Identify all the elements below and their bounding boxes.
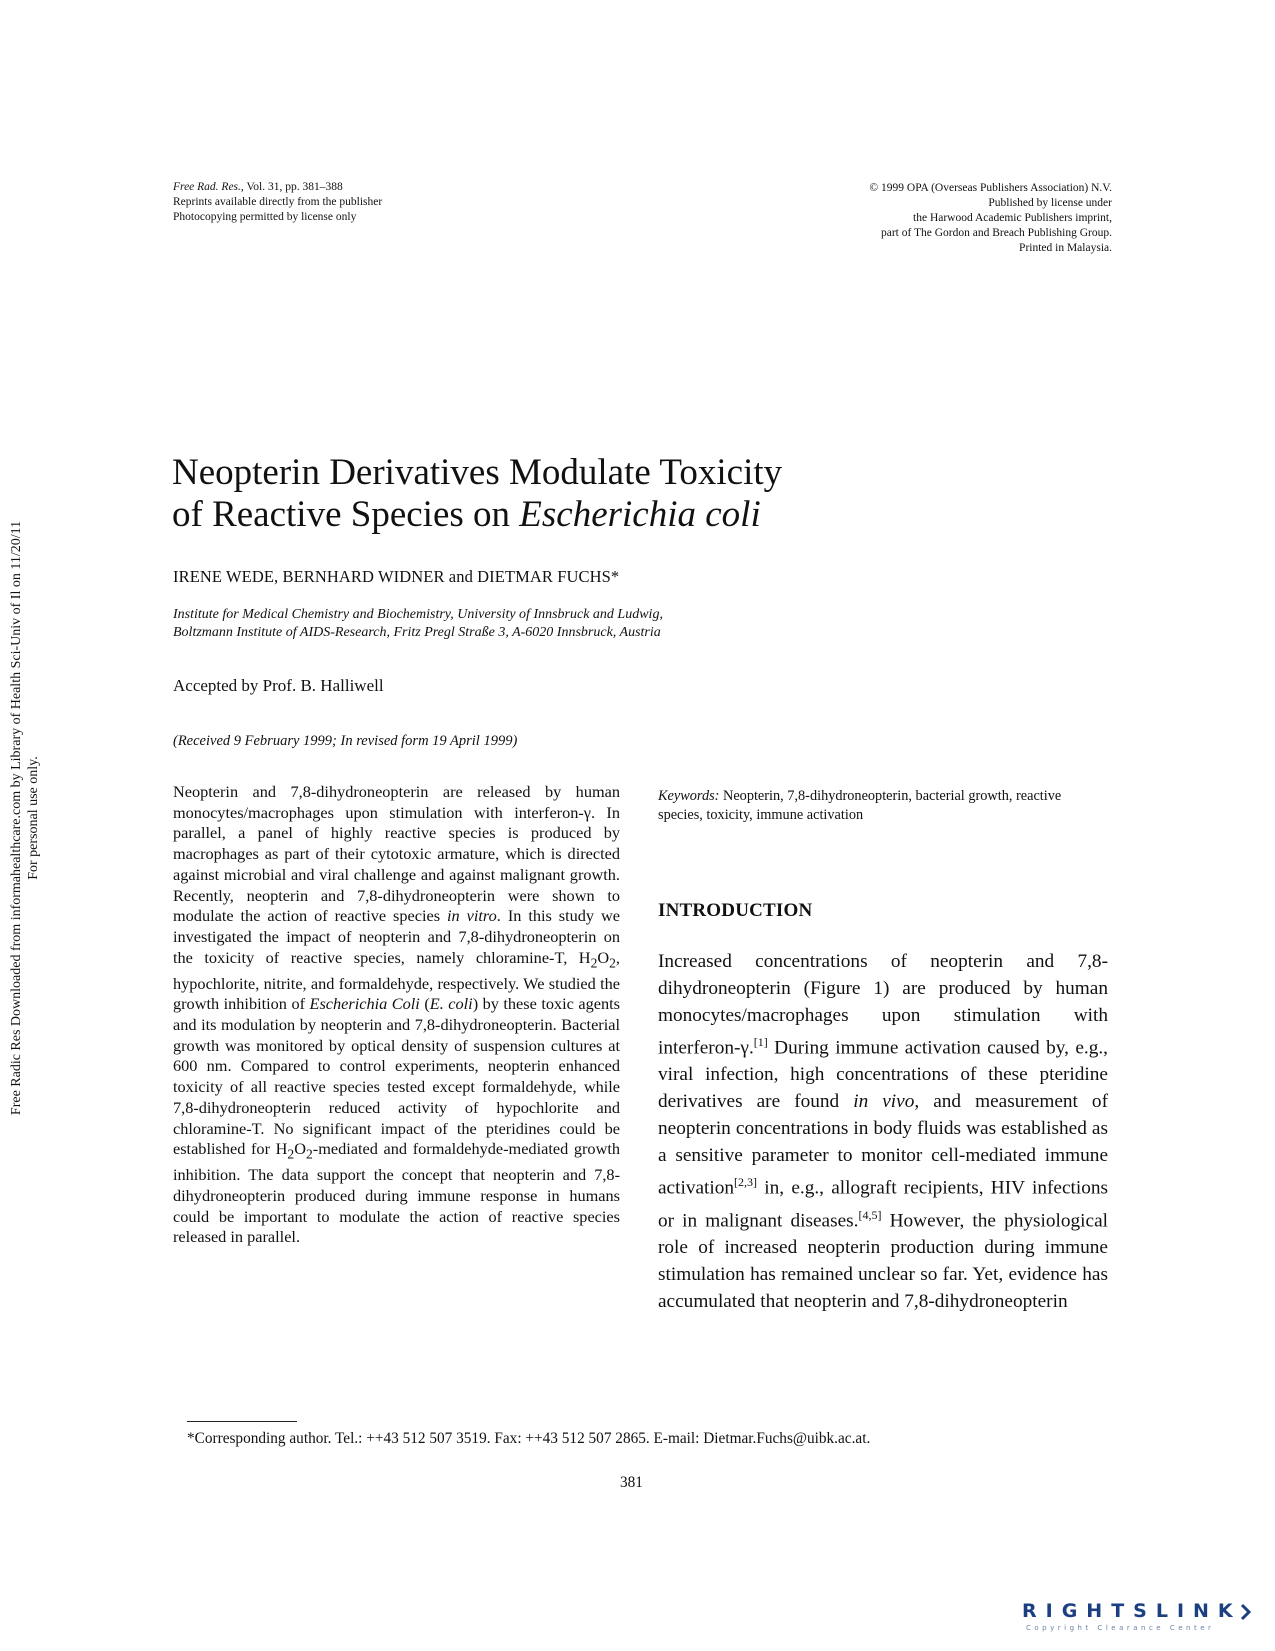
corresponding-author-footnote: *Corresponding author. Tel.: ++43 512 507 3519. Fax: ++43 512 507 2865. E-mail: Dietmar.Fuchs@uibk.ac.at. (187, 1430, 871, 1447)
affiliation: Institute for Medical Chemistry and Biochemistry, University of Innsbruck and Ludwig, Boltzmann Institute of AIDS-Research, Fritz Pregl Straße 3, A-6020 Innsbruck, Austria (173, 607, 663, 640)
introduction-heading: INTRODUCTION (658, 900, 813, 921)
side-note-line1: Free Radic Res Downloaded from informahealthcare.com by Library of Health Sci-Univ of Il on 11/20/11 (9, 520, 24, 1116)
printed-line: Printed in Malaysia. (1019, 242, 1112, 254)
photocopy-note: Photocopying permitted by license only (173, 211, 357, 223)
footnote-rule (187, 1421, 297, 1422)
publisher-header (760, 181, 1112, 256)
journal-citation: Free Rad. Res., Vol. 31, pp. 381–388 (173, 181, 343, 193)
rightslink-logo-text: RIGHTSLINK (1022, 1600, 1242, 1622)
group-line: part of The Gordon and Breach Publishing Group. (880, 227, 1112, 239)
citation-ref: [2,3] (734, 1175, 758, 1190)
copyright-line: © 1999 OPA (Overseas Publishers Association) N.V. (869, 182, 1112, 194)
logo-arrow-icon (1236, 1603, 1254, 1621)
rightslink-logo (1022, 1600, 1258, 1640)
keywords-label: Keywords: (658, 788, 720, 804)
reprints-note: Reprints available directly from the publisher (173, 196, 383, 208)
citation-ref: [4,5] (858, 1207, 882, 1222)
side-note-line2: For personal use only. (26, 756, 41, 880)
author-list: IRENE WEDE, BERNHARD WIDNER and DIETMAR FUCHS* (173, 567, 620, 586)
license-line: Published by license under (988, 197, 1112, 209)
title-line2: of Reactive Species on Escherichia coli (172, 494, 761, 535)
article-title (172, 452, 892, 536)
abstract: Neopterin and 7,8-dihydroneopterin are released by human monocytes/macrophages upon stimulation with interferon-γ. In parallel, a panel of highly reactive species is produced by macrophages as part of their cytotoxic armature, which is directed against microbial and viral challenge and against malignant growth. Recently, neopterin and 7,8-dihydroneopterin were shown to modulate the action of reactive species in vitro. In this study we investigated the impact of neopterin and 7,8-dihydroneopterin on the toxicity of reactive species, namely chloramine-T, $H_2O_2$, hypochlorite, nitrite, and formaldehyde, respectively. We studied the growth inhibition of Escherichia Coli (E. coli) by these toxic agents and its modulation by neopterin and 7,8-dihydroneopterin. Bacterial growth was monitored by optical density of suspension cultures at 600 nm. Compared to control experiments, neopterin enhanced toxicity of all reactive species tested except formaldehyde, while 7,8-dihydroneopterin reduced activity of hypochlorite and chloramine-T. No significant impact of the pteridines could be established for $H_2O_2$-mediated and formaldehyde-mediated growth inhibition. The data support the concept that neopterin and 7,8-dihydroneopterin produced during immune response in humans could be important to modulate the action of reactive species released in parallel. (173, 782, 620, 1247)
keywords (658, 787, 1078, 824)
side-download-note (0, 458, 40, 1178)
citation-ref: [1] (753, 1035, 768, 1049)
journal-header (173, 180, 493, 225)
page-number: 381 (620, 1474, 643, 1491)
title-line1: Neopterin Derivatives Modulate Toxicity (172, 452, 783, 493)
imprint-line: the Harwood Academic Publishers imprint, (913, 212, 1112, 224)
received-dates: (Received 9 February 1999; In revised form 19 April 1999) (173, 733, 518, 749)
accepted-by: Accepted by Prof. B. Halliwell (173, 676, 384, 695)
introduction-text: Increased concentrations of neopterin and 7,8-dihydroneopterin (Figure 1) are produced by human monocytes/macrophages upon stimulation with interferon-γ.[1] During immune activation caused by, e.g., viral infection, high concentrations of these pteridine derivatives are found in vivo, and measurement of neopterin concentrations in body fluids was established as a sensitive parameter to monitor cell-mediated immune activation[2,3] in, e.g., allograft recipients, HIV infections or in malignant diseases.[4,5] However, the physiological role of increased neopterin production during immune stimulation has remained unclear so far. Yet, evidence has accumulated that neopterin and 7,8-dihydroneopterin (658, 951, 1108, 1313)
keywords-text: Neopterin, 7,8-dihydroneopterin, bacterial growth, reactive species, toxicity, immune activation (658, 788, 1062, 823)
rightslink-logo-subtext: Copyright Clearance Center (1026, 1624, 1215, 1632)
